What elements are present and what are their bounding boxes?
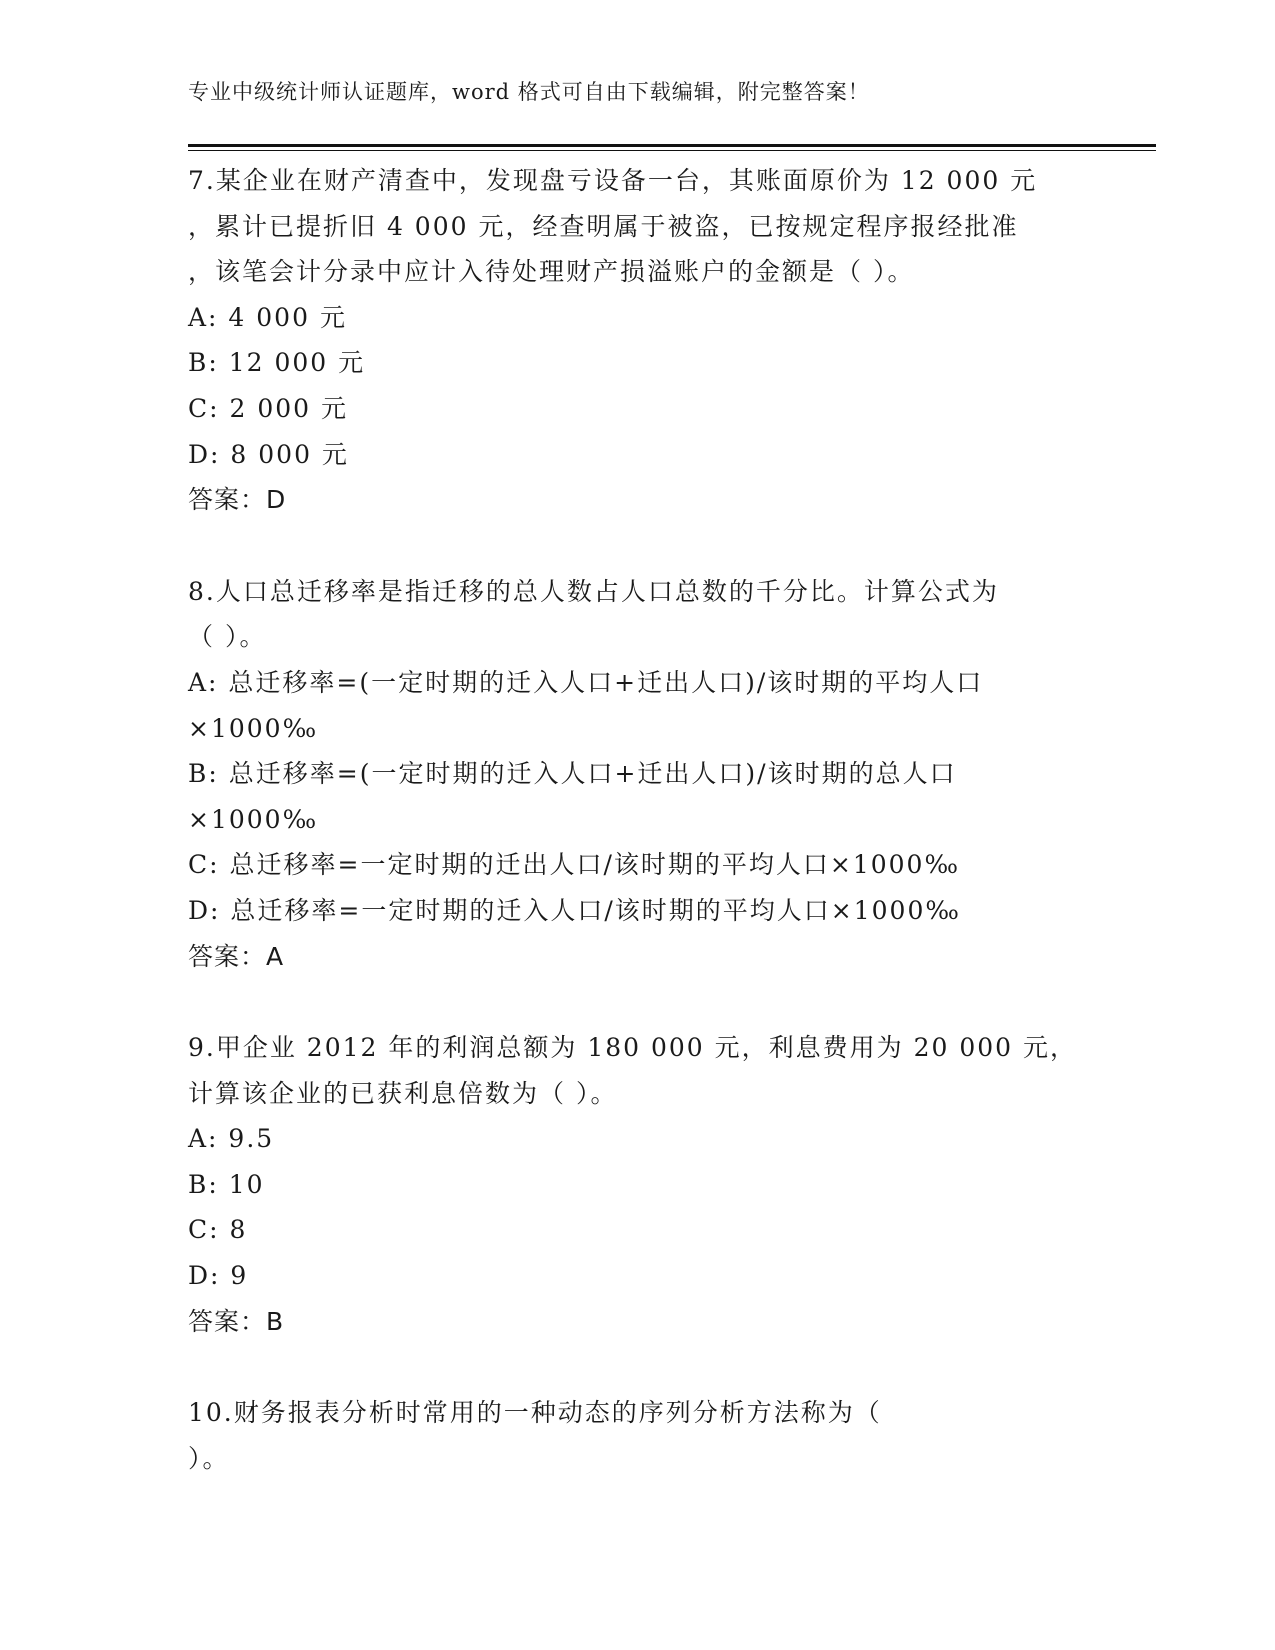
- question-text: 10.财务报表分析时常用的一种动态的序列分析方法称为（: [188, 1398, 882, 1428]
- question-8: [188, 569, 1088, 979]
- question-text: ，累计已提折旧 4 000 元，经查明属于被盗，已按规定程序报经批准: [188, 211, 1019, 241]
- question-10: [188, 1390, 1088, 1481]
- question-text: 8.人口总迁移率是指迁移的总人数占人口总数的千分比。计算公式为: [188, 576, 999, 606]
- option-c: C: 8: [188, 1215, 248, 1245]
- option-b: B: 12 000 元: [188, 348, 366, 378]
- option-a-continued: ×1000‰: [188, 713, 319, 743]
- option-a: A: 9.5: [188, 1124, 275, 1154]
- question-9: [188, 1025, 1088, 1344]
- answer: 答案：B: [188, 1306, 285, 1336]
- option-d: D: 8 000 元: [188, 439, 349, 469]
- question-text: 7.某企业在财产清查中，发现盘亏设备一台，其账面原价为 12 000 元: [188, 166, 1038, 195]
- answer: 答案：D: [188, 485, 287, 515]
- option-d: D: 总迁移率=一定时期的迁入人口/该时期的平均人口×1000‰: [188, 895, 961, 925]
- page-header: 专业中级统计师认证题库，word 格式可自由下载编辑，附完整答案！: [188, 80, 870, 104]
- option-d: D: 9: [188, 1261, 249, 1291]
- option-b-continued: ×1000‰: [188, 804, 319, 834]
- question-text: 计算该企业的已获利息倍数为（ ）。: [188, 1078, 618, 1108]
- option-c: C: 2 000 元: [188, 393, 349, 423]
- question-text: 9.甲企业 2012 年的利润总额为 180 000 元，利息费用为 20 000 元，: [188, 1033, 1078, 1063]
- option-b: B: 总迁移率=(一定时期的迁入人口+迁出人口)/该时期的总人口: [188, 759, 957, 789]
- question-7: [188, 158, 1088, 523]
- answer: 答案：A: [188, 941, 285, 971]
- question-text: ，该笔会计分录中应计入待处理财产损溢账户的金额是（ ）。: [188, 257, 915, 287]
- header-rule-thin: [188, 150, 1156, 151]
- question-list: [188, 158, 1088, 1527]
- header-rule-thick: [188, 144, 1156, 147]
- option-a: A: 4 000 元: [188, 302, 347, 332]
- option-c: C: 总迁移率=一定时期的迁出人口/该时期的平均人口×1000‰: [188, 850, 960, 880]
- option-a: A: 总迁移率=(一定时期的迁入人口+迁出人口)/该时期的平均人口: [188, 667, 984, 697]
- question-text: ）。: [188, 1443, 230, 1473]
- option-b: B: 10: [188, 1169, 265, 1199]
- question-text: （ ）。: [188, 622, 267, 652]
